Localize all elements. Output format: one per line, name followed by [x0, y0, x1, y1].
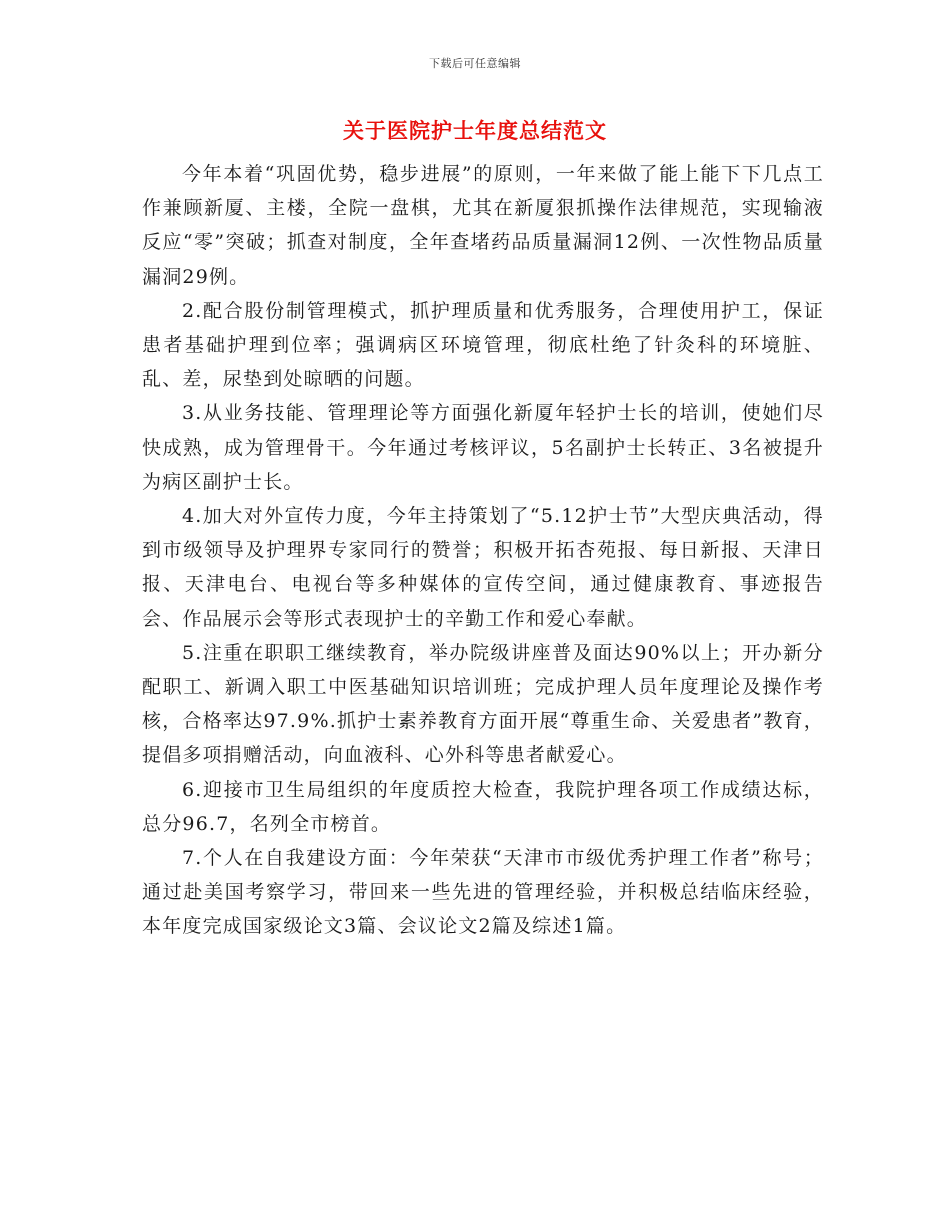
paragraph-6: 6.迎接市卫生局组织的年度质控大检查，我院护理各项工作成绩达标，总分96.7，名列全市榜首。	[142, 778, 824, 835]
paragraph-4: 4.加大对外宣传力度，今年主持策划了“5.12护士节”大型庆典活动，得到市级领导及护理界专家同行的赞誉；积极开拓杏苑报、每日新报、天津日报、天津电台、电视台等多种媒体的宣传空间，通过健康教育、事迹报告会、作品展示会等形式表现护士的辛勤工作和爱心奉献。	[142, 505, 824, 630]
document-title: 关于医院护士年度总结范文	[343, 119, 607, 143]
paragraph-5: 5.注重在职职工继续教育，举办院级讲座普及面达90%以上；开办新分配职工、新调入职工中医基础知识培训班；完成护理人员年度理论及操作考核，合格率达97.9%.抓护士素养教育方面开展“尊重生命、关爱患者”教育，提倡多项捐赠活动，向血液科、心外科等患者献爱心。	[142, 641, 824, 767]
document-body	[142, 157, 824, 944]
paragraph-1: 今年本着“巩固优势，稳步进展”的原则，一年来做了能上能下下几点工作兼顾新厦、主楼，全院一盘棋，尤其在新厦狠抓操作法律规范，实现输液反应“零”突破；抓查对制度，全年查堵药品质量漏洞12例、一次性物品质量漏洞29例。	[142, 163, 824, 288]
paragraph-3: 3.从业务技能、管理理论等方面强化新厦年轻护士长的培训，使她们尽快成熟，成为管理骨干。今年通过考核评议，5名副护士长转正、3名被提升为病区副护士长。	[142, 402, 824, 493]
header-note: 下载后可任意编辑	[429, 57, 521, 70]
paragraph-2: 2.配合股份制管理模式，抓护理质量和优秀服务，合理使用护工，保证患者基础护理到位率；强调病区环境管理，彻底杜绝了针灸科的环境脏、乱、差，尿垫到处晾晒的问题。	[142, 299, 824, 391]
paragraph-7: 7.个人在自我建设方面：今年荣获“天津市市级优秀护理工作者”称号；通过赴美国考察学习，带回来一些先进的管理经验，并积极总结临床经验，本年度完成国家级论文3篇、会议论文2篇及综述1篇。	[142, 847, 824, 938]
